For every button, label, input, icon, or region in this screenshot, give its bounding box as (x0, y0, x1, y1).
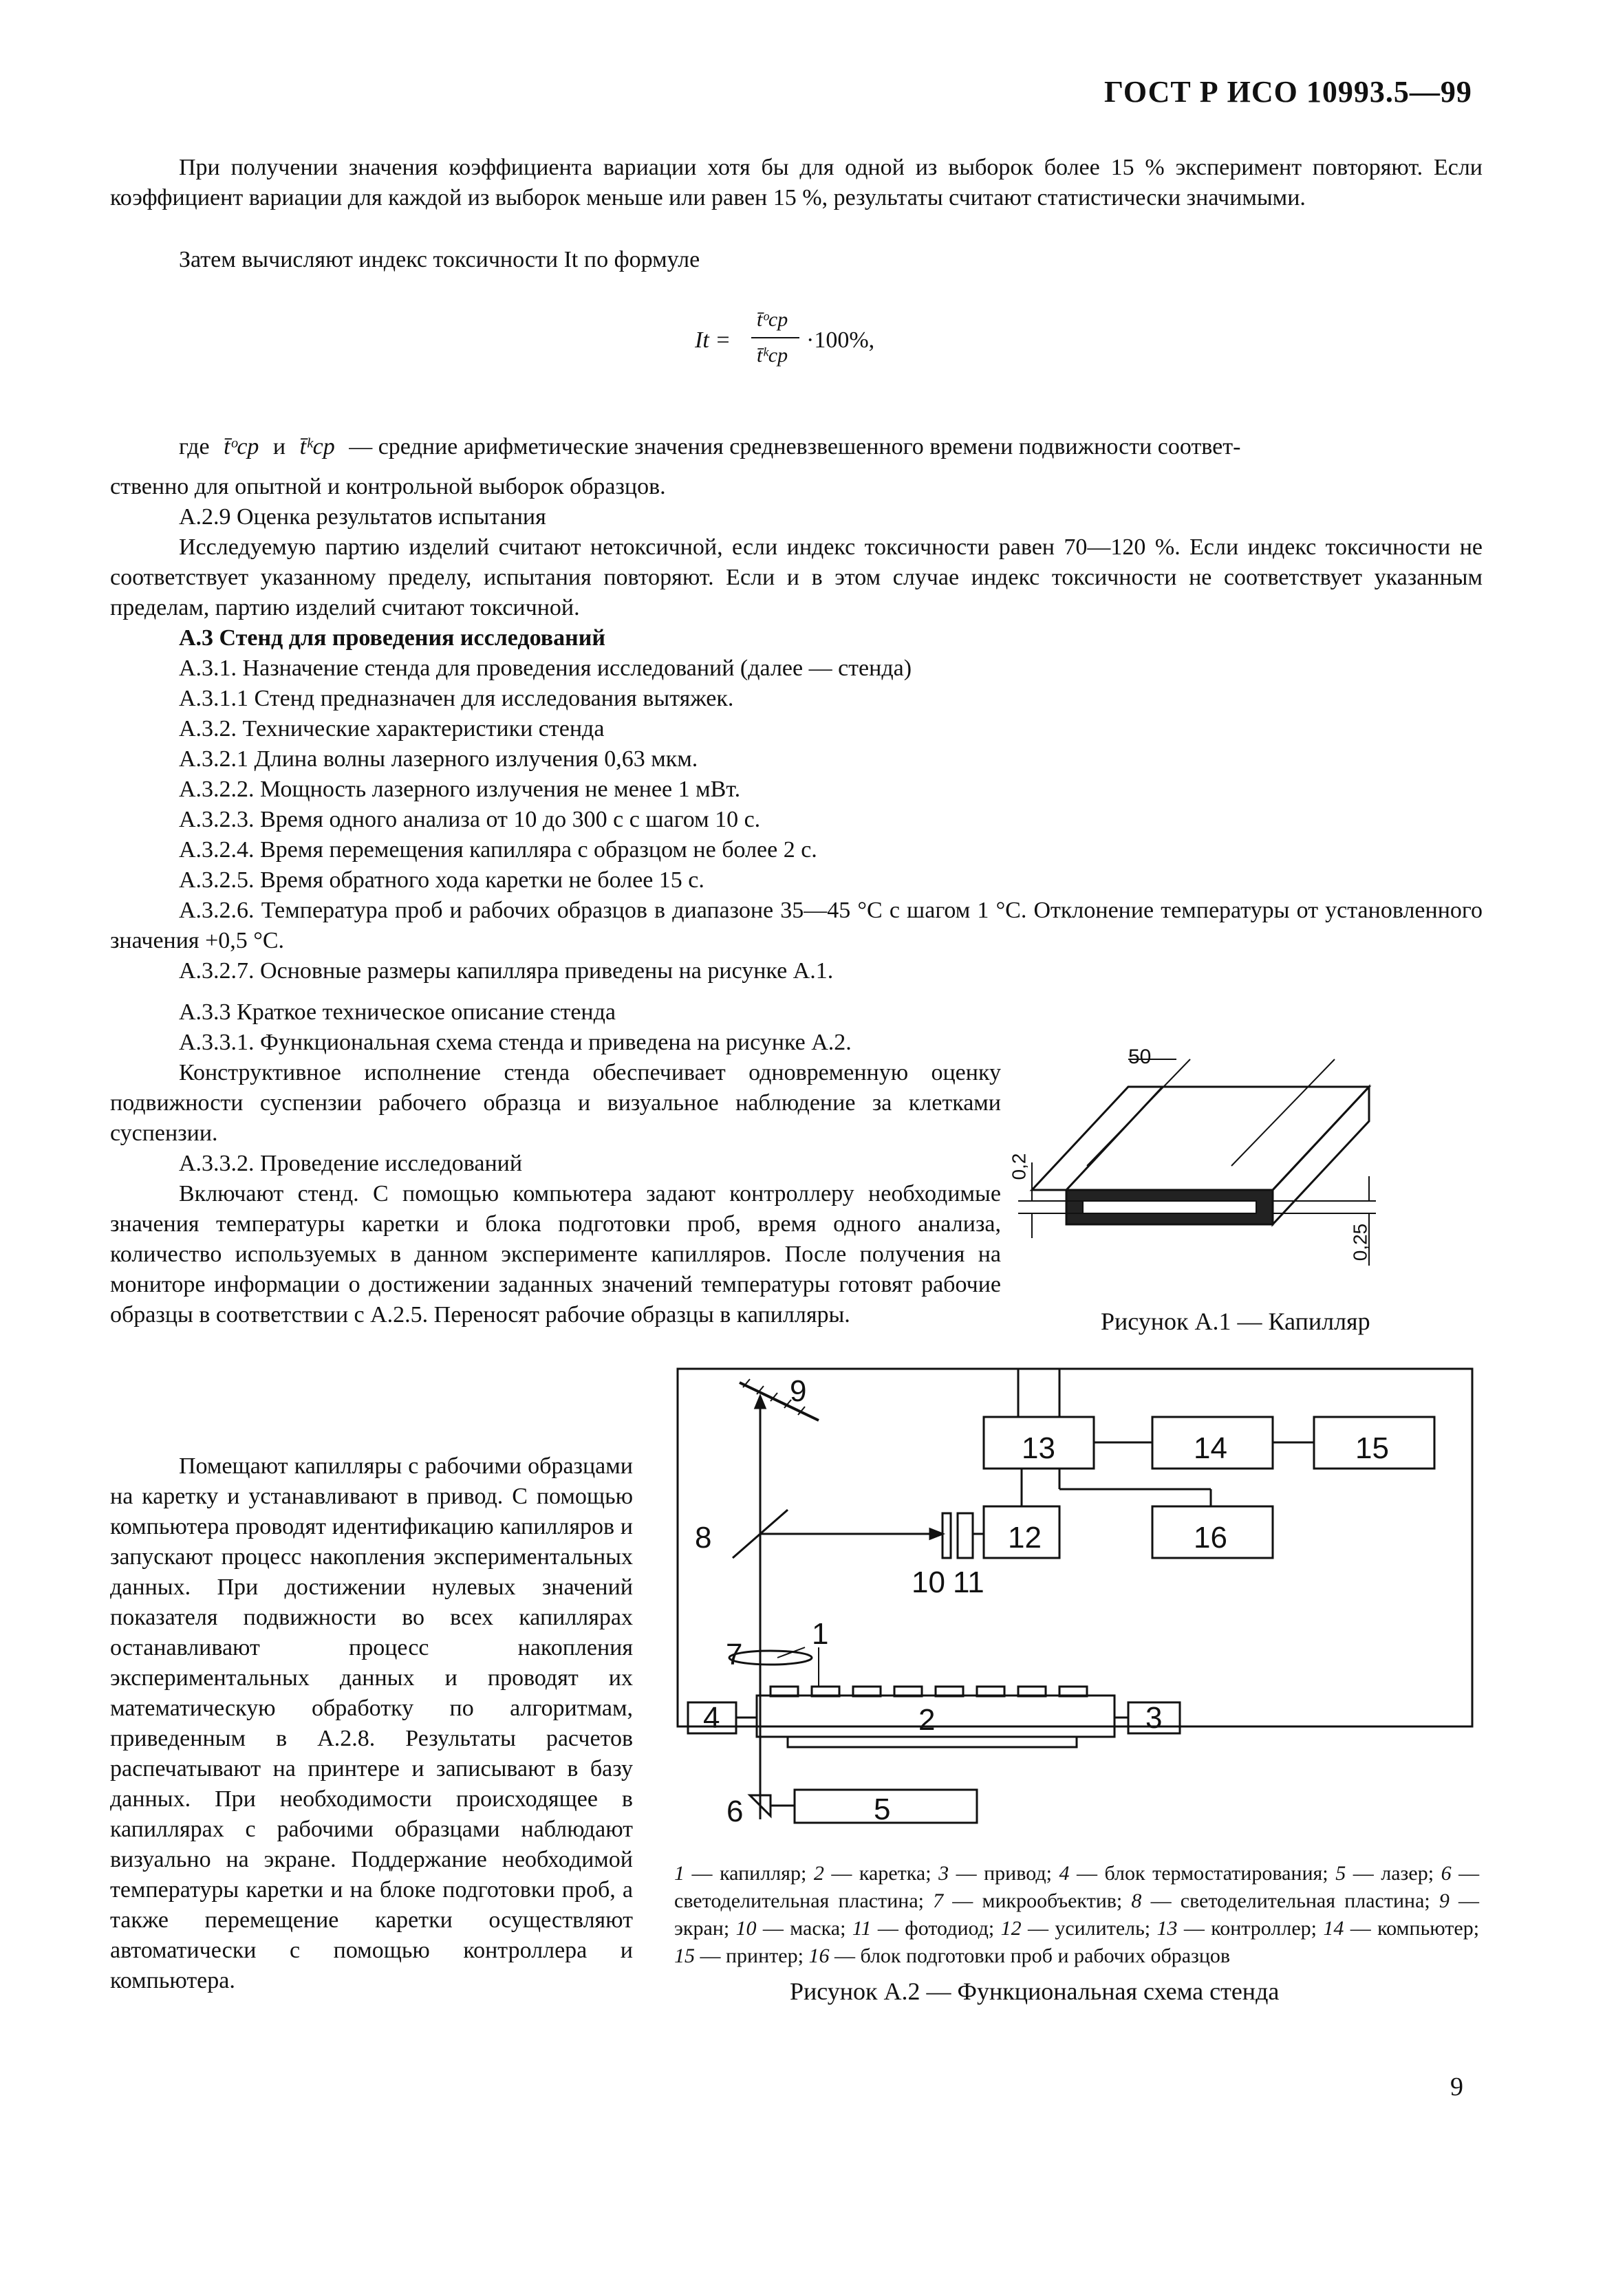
formula-rhs: ·100%, (806, 327, 875, 353)
label-9: 9 (790, 1374, 807, 1408)
label-10: 10 (912, 1566, 945, 1599)
section-a327: А.3.2.7. Основные размеры капилляра приведены на рисунке А.1. (179, 958, 834, 984)
section-a323: А.3.2.3. Время одного анализа от 10 до 300 с с шагом 10 с. (179, 807, 761, 832)
label-12: 12 (1008, 1521, 1042, 1555)
figure-a2-caption: Рисунок А.2 — Функциональная схема стенда (790, 1978, 1280, 2005)
legend-entry: 5 — лазер; (1335, 1862, 1434, 1885)
legend-entry: 3 — привод; (938, 1862, 1052, 1885)
page-number: 9 (1450, 2072, 1463, 2101)
figure-a2-legend (674, 1860, 1479, 1970)
legend-entry: 15 — принтер; (674, 1945, 804, 1967)
label-3: 3 (1145, 1701, 1163, 1735)
section-a324: А.3.2.4. Время перемещения капилляра с образцом не более 2 с. (179, 837, 817, 863)
section-a331: А.3.3.1. Функциональная схема стенда и приведена на рисунке А.2. (179, 1030, 852, 1055)
legend-entry: 16 — блок подготовки проб и рабочих образцов (808, 1945, 1231, 1967)
legend-entry: 1 — капилляр; (674, 1862, 807, 1885)
legend-entry: 8 — светоделительная пластина; (1131, 1889, 1430, 1912)
formula-numerator: t̄ᵒср (757, 308, 788, 331)
label-13: 13 (1022, 1431, 1055, 1465)
fig1-dim-50: 50 (1128, 1046, 1152, 1068)
label-5: 5 (874, 1793, 891, 1826)
legend-entry: 4 — блок термостатирования; (1059, 1862, 1328, 1885)
section-a3-title: А.3 Стенд для проведения исследований (179, 625, 605, 651)
legend-entry: 12 — усилитель; (1000, 1917, 1151, 1940)
section-a311: А.3.1.1 Стенд предназначен для исследования вытяжек. (179, 686, 734, 711)
figure-a2-diagram (674, 1365, 1479, 1840)
where-and: и (272, 434, 286, 459)
section-a326: А.3.2.6. Температура проб и рабочих образцов в диапазоне 35—45 °С с шагом 1 °С. Отклонение температуры от установленного значения +0,5 °С. (110, 898, 1483, 953)
section-a29-text: Исследуемую партию изделий считают нетоксичной, если индекс токсичности равен 70—120 %. Если индекс токсичности не соответствует указанному пределу, испытания повторяют. Если и в этом случае индекс токсичности не соответствует указанным пределам, партию изделий считают токсичной. (110, 534, 1483, 620)
figure-a1-capillary (1011, 1018, 1397, 1293)
section-a29-title: А.2.9 Оценка результатов испытания (179, 504, 546, 530)
label-7: 7 (726, 1638, 743, 1671)
legend-entry: 2 — каретка; (813, 1862, 931, 1885)
label-1: 1 (812, 1617, 829, 1651)
section-a321: А.3.2.1 Длина волны лазерного излучения 0,63 мкм. (179, 746, 698, 772)
section-a32: А.3.2. Технические характеристики стенда (179, 716, 605, 741)
label-11: 11 (953, 1566, 984, 1599)
legend-entry: 11 — фотодиод; (852, 1917, 995, 1940)
section-a331-text: Конструктивное исполнение стенда обеспечивает одновременную оценку подвижности суспензии рабочего образца и визуальное наблюдение за клетками суспензии. (110, 1060, 1001, 1146)
formula-explanation (179, 432, 1240, 462)
formula-denominator: t̄ᵏср (757, 344, 788, 367)
label-16: 16 (1194, 1521, 1227, 1555)
section-a33-title: А.3.3 Краткое техническое описание стенда (179, 999, 616, 1025)
procedure-paragraph: Помещают капилляры с рабочими образцами на каретку и устанавливают в привод. С помощью компьютера проводят идентификацию капилляров и запускают процесс накопления экспериментальных данных. При достижении нулевых значений показателя подвижности во всех капиллярах останавливают процесс накопления экспериментальных данных и проводят их математическую обработку по алгоритмам, приведенным в А.2.8. Результаты расчетов распечатывают на принтере и записывают в базу данных. При необходимости происходящее в капиллярах с рабочими образцами наблюдают визуально на экране. Поддержание необходимой температуры каретки и на блоке подготовки проб, а также перемещение каретки осуществляют автоматически с помощью контроллера и компьютера. (110, 1453, 633, 1993)
where-line2: ственно для опытной и контрольной выборок образцов. (110, 474, 666, 499)
label-2: 2 (918, 1703, 936, 1737)
where-tk: t̄ᵏср (299, 434, 335, 459)
section-a332-text: Включают стенд. С помощью компьютера задают контроллеру необходимые значения температуры каретки и блока подготовки проб, время одного анализа, количество используемых в данном эксперименте капилляров. После получения на мониторе информации о достижении заданных значений температуры готовят рабочие образцы в соответствии с А.2.5. Переносят рабочие образцы в капилляры. (110, 1181, 1001, 1328)
figure-a1-caption: Рисунок А.1 — Капилляр (1101, 1308, 1370, 1335)
legend-entry: 9 — экран; (674, 1889, 1480, 1940)
label-14: 14 (1194, 1431, 1227, 1465)
formula-lhs: It = (695, 327, 731, 353)
section-a325: А.3.2.5. Время обратного хода каретки не более 15 с. (179, 867, 704, 893)
where-t0: t̄ᵒср (224, 434, 259, 459)
legend-entry: 14 — компьютер; (1323, 1917, 1480, 1940)
where-rest: — средние арифметические значения средневзвешенного времени подвижности соответ- (349, 434, 1241, 459)
intro-formula-line: Затем вычисляют индекс токсичности It по формуле (179, 247, 700, 272)
formula-fraction-bar (751, 337, 799, 338)
legend-entry: 13 — контроллер; (1156, 1917, 1317, 1940)
where-word: где (179, 434, 210, 459)
legend-entry: 7 — микрообъектив; (933, 1889, 1123, 1912)
section-a31: А.3.1. Назначение стенда для проведения исследований (далее — стенда) (179, 656, 912, 681)
label-6: 6 (726, 1795, 744, 1828)
fig1-dim-02: 0,2 (1008, 1153, 1030, 1180)
legend-entry: 10 — маска; (735, 1917, 846, 1940)
label-15: 15 (1355, 1431, 1389, 1465)
label-8: 8 (695, 1521, 712, 1555)
fig1-dim-025: 0,25 (1349, 1223, 1371, 1261)
section-a322: А.3.2.2. Мощность лазерного излучения не менее 1 мВт. (179, 777, 741, 802)
intro-paragraph: При получении значения коэффициента вариации хотя бы для одной из выборок более 15 % эксперимент повторяют. Если коэффициент вариации для каждой из выборок меньше или равен 15 %, результаты считают статистически значимыми. (110, 155, 1483, 210)
label-4: 4 (703, 1701, 720, 1735)
section-a332-title: А.3.3.2. Проведение исследований (179, 1151, 523, 1176)
legend-entry: 6 — светоделительная пластина; (674, 1862, 1480, 1912)
standard-header: ГОСТ Р ИСО 10993.5—99 (1104, 75, 1472, 109)
